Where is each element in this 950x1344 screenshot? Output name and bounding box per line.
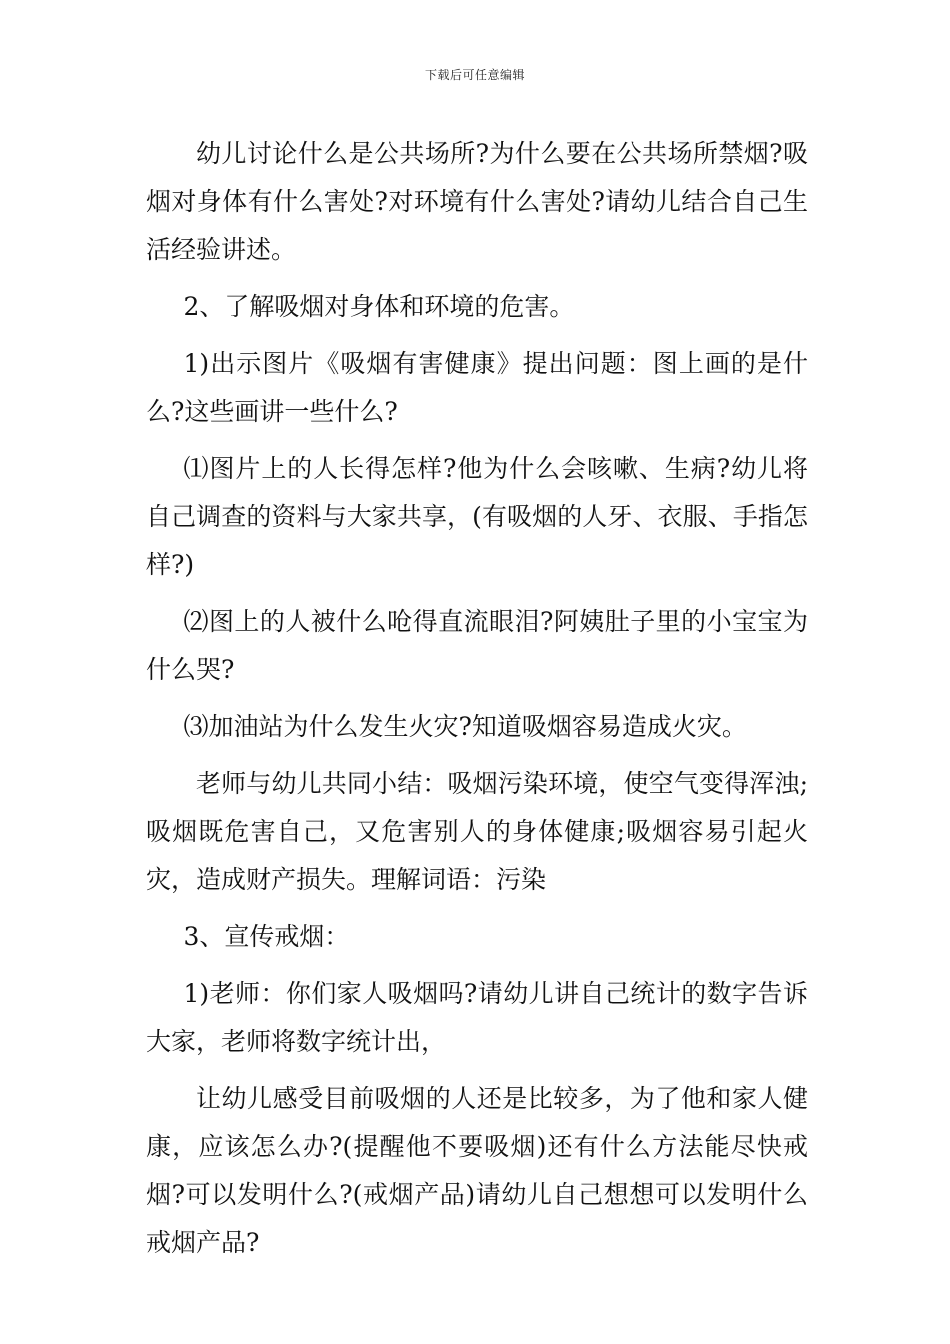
paragraph-discussion: 幼儿讨论什么是公共场所?为什么要在公共场所禁烟?吸烟对身体有什么害处?对环境有什么害处?请幼儿结合自己生活经验讲述。 [146,139,808,264]
paragraph-summary: 老师与幼儿共同小结：吸烟污染环境，使空气变得浑浊;吸烟既危害自己，又危害别人的身体健康;吸烟容易引起火灾，造成财产损失。理解词语：污染 [146,769,808,894]
paragraph-section-2-heading: 2、了解吸烟对身体和环境的危害。 [183,292,575,321]
document-body [146,130,808,1276]
paragraph-feel-and-invent: 让幼儿感受目前吸烟的人还是比较多，为了他和家人健康，应该怎么办?(提醒他不要吸烟)还有什么方法能尽快戒烟?可以发明什么?(戒烟产品)请幼儿自己想想可以发明什么戒烟产品? [146,1084,808,1257]
paragraph-question-2: ⑵图上的人被什么呛得直流眼泪?阿姨肚子里的小宝宝为什么哭? [146,607,808,684]
paragraph-question-1: ⑴图片上的人长得怎样?他为什么会咳嗽、生病?幼儿将自己调查的资料与大家共享，(有吸烟的人牙、衣服、手指怎样?) [146,454,808,579]
paragraph-section-3-heading: 3、宣传戒烟： [183,922,350,951]
paragraph-show-picture: 1)出示图片《吸烟有害健康》提出问题：图上画的是什么?这些画讲一些什么? [146,349,808,426]
page-header: 下载后可任意编辑 [424,68,525,82]
paragraph-question-3: ⑶加油站为什么发生火灾?知道吸烟容易造成火灾。 [183,712,747,741]
paragraph-teacher-question: 1)老师：你们家人吸烟吗?请幼儿讲自己统计的数字告诉大家，老师将数字统计出， [146,979,808,1056]
